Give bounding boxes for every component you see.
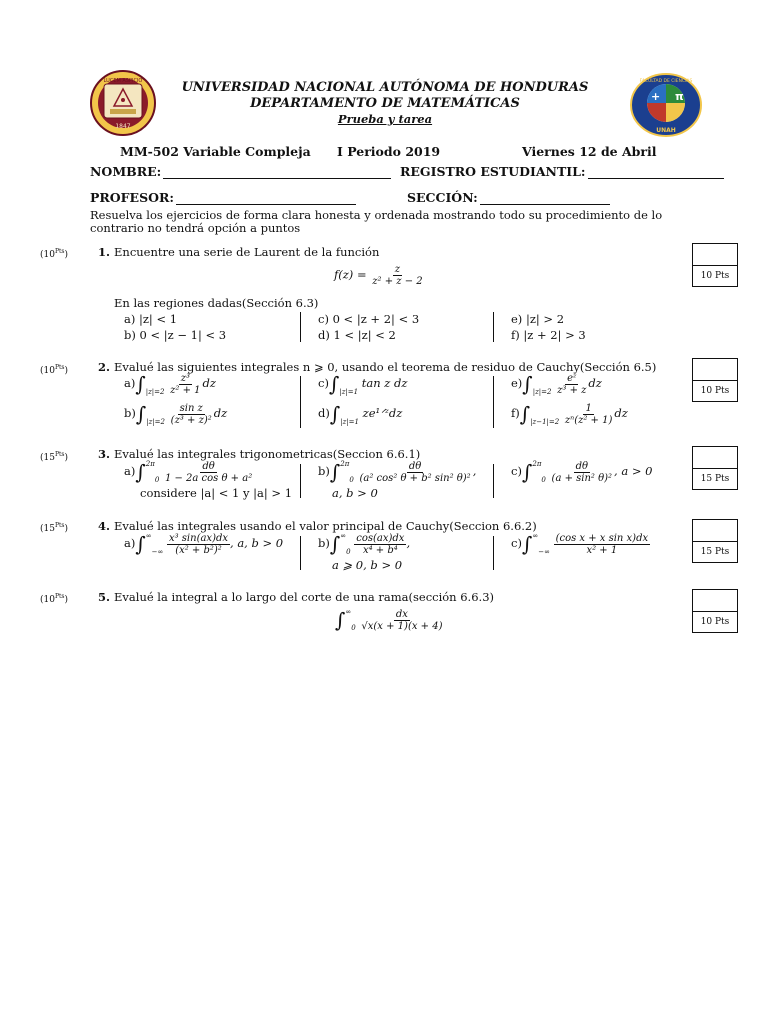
q2-title: 2. Evalué las siguientes integrales n ⩾ 0, usando el teorema de residuo de Cauchy(Sección 6.5) [98, 360, 657, 374]
q4-item-c: c)∫∞−∞ $\frac{\text{(cos x + x sin x)dx}}{\text{x² + 1}}$ [511, 532, 649, 556]
q5-points: $(10^{Pts})$ [40, 593, 69, 605]
q4-box-label: 15 Pts [700, 547, 730, 557]
exam-date: Viernes 12 de Abril [522, 144, 657, 159]
course-name: MM-502 Variable Compleja [120, 144, 311, 159]
q3-score-box[interactable] [692, 446, 738, 490]
q2-item-c: c)∫|z|=1 tan z dz [318, 372, 408, 396]
q3-item-b-note: a, b > 0 [332, 486, 378, 500]
q4-points: $(15^{Pts})$ [40, 522, 69, 534]
period: I Periodo 2019 [337, 144, 441, 159]
q5-box-label: 10 Pts [700, 617, 730, 627]
q1-item-c: c) 0 < |z + 2| < 3 [318, 312, 420, 326]
q5-title: 5. Evalué la integral a lo largo del corte de una rama(sección 6.6.3) [98, 590, 494, 604]
q1-score-box[interactable] [692, 243, 738, 287]
q4-item-b-note: a ⩾ 0, b > 0 [332, 558, 403, 572]
plus-symbol-icon: + [651, 90, 661, 103]
q4-divider-1 [300, 536, 301, 570]
q4-item-a: a)∫∞−∞ $\frac{\text{x³ sin(ax)dx}}{\text{(x² + b²)²}}$ , a, b > 0 [124, 532, 284, 556]
q3-item-a: a)∫$^{2\pi}$0 $\frac{d\theta}{\text{1 − 2a cos θ + a²}}$ [124, 460, 253, 484]
q3-item-a-note: considere |a| < 1 y |a| > 1 [140, 486, 293, 500]
q2-item-d: d)∫|z|=1 ze¹ᐟᶻdz [318, 402, 403, 426]
profesor-field[interactable] [90, 190, 356, 205]
university-name: UNIVERSIDAD NACIONAL AUTÓNOMA DE HONDURAS [181, 80, 589, 95]
q3-divider-1 [300, 464, 301, 498]
unah-label: UNAH [656, 127, 676, 134]
nombre-field[interactable] [90, 164, 391, 179]
faculty-logo [630, 73, 702, 137]
q3-title: 3. Evalué las integrales trigonometricas(Seccion 6.6.1) [98, 447, 421, 461]
registro-field[interactable] [400, 164, 724, 179]
q2-item-e: e)∫|z|=2 $\frac{\text{eᶻ}}{\text{z³ + z}}$ dz [511, 372, 602, 396]
seal-year: 1847 [115, 123, 131, 130]
seccion-field[interactable] [407, 190, 610, 205]
q3-item-b: b)∫$^{2\pi}$0 $\frac{d\theta}{\text{(a² cos² θ + b² sin² θ)²}}$ , [318, 460, 477, 484]
seccion-line[interactable] [480, 191, 610, 205]
nombre-label: NOMBRE: [90, 164, 162, 179]
q2-score-box[interactable] [692, 358, 738, 402]
q1-box-label: 10 Pts [700, 271, 730, 281]
q1-divider-1 [300, 312, 301, 342]
profesor-line[interactable] [176, 191, 356, 205]
q2-divider-2 [493, 376, 494, 428]
q1-divider-2 [493, 312, 494, 342]
q1-item-a: a) |z| < 1 [124, 312, 178, 326]
nombre-line[interactable] [163, 165, 391, 179]
profesor-label: PROFESOR: [90, 190, 174, 205]
university-seal-logo [90, 70, 156, 136]
q2-item-f: f)∫|z−1|=2 $\frac{1}{\text{zⁿ(z² + 1)}}$ dz [511, 402, 628, 426]
q3-box-label: 15 Pts [700, 474, 730, 484]
seal-motto: LUCEM ASPICIO [103, 78, 143, 84]
faculty-name: FACULTAD DE CIENCIAS [639, 79, 693, 84]
registro-line[interactable] [588, 165, 724, 179]
q1-item-e: e) |z| > 2 [511, 312, 565, 326]
q3-item-c: c)∫$^{2\pi}$0 $\frac{d\theta}{\text{(a + sin² θ)²}}$ , a > 0 [511, 460, 653, 484]
instructions: Resuelva los ejercicios de forma clara honesta y ordenada mostrando todo su procedimiento de lo contrario no tendrá opción a puntos [90, 208, 663, 235]
q2-points: $(10^{Pts})$ [40, 364, 69, 376]
q3-points: $(15^{Pts})$ [40, 451, 69, 463]
q1-regions-intro: En las regiones dadas(Sección 6.3) [114, 296, 319, 310]
q2-item-b: b)∫|z|=2 $\frac{\text{sin z}}{\text{(z³ + z)²}}$ dz [124, 402, 228, 426]
exam-subtitle: Prueba y tarea [337, 112, 433, 126]
q1-item-b: b) 0 < |z − 1| < 3 [124, 328, 227, 342]
q1-formula: f(z) = $\frac{z}{\text{z² + z − 2}}$ [334, 264, 423, 287]
q4-item-b: b)∫∞0 $\frac{\cos(ax)dx}{\text{x⁴ + b⁴}}$ , [318, 532, 411, 556]
q4-score-box[interactable] [692, 519, 738, 563]
q1-item-d: d) 1 < |z| < 2 [318, 328, 396, 342]
q1-title: 1. Encuentre una serie de Laurent de la función [98, 245, 380, 259]
q2-divider-1 [300, 376, 301, 428]
department-name: DEPARTAMENTO DE MATEMÁTICAS [250, 96, 520, 111]
q4-divider-2 [493, 536, 494, 570]
pi-symbol-icon: π [675, 90, 684, 103]
q2-box-label: 10 Pts [700, 386, 730, 396]
q1-points: $(10^{Pts})$ [40, 248, 69, 260]
q5-integral: ∫∞0 $\frac{dx}{√x(x + 1)(x + 4)}$ [335, 608, 443, 632]
q1-item-f: f) |z + 2| > 3 [511, 328, 586, 342]
seccion-label: SECCIÓN: [407, 190, 478, 205]
registro-label: REGISTRO ESTUDIANTIL: [400, 164, 586, 179]
q3-divider-2 [493, 464, 494, 498]
q4-title: 4. Evalué las integrales usando el valor principal de Cauchy(Seccion 6.6.2) [98, 519, 537, 533]
q5-score-box[interactable] [692, 589, 738, 633]
q2-item-a: a)∫|z|=2 $\frac{\text{z³}}{\text{z² + 1}}$ dz [124, 372, 216, 396]
